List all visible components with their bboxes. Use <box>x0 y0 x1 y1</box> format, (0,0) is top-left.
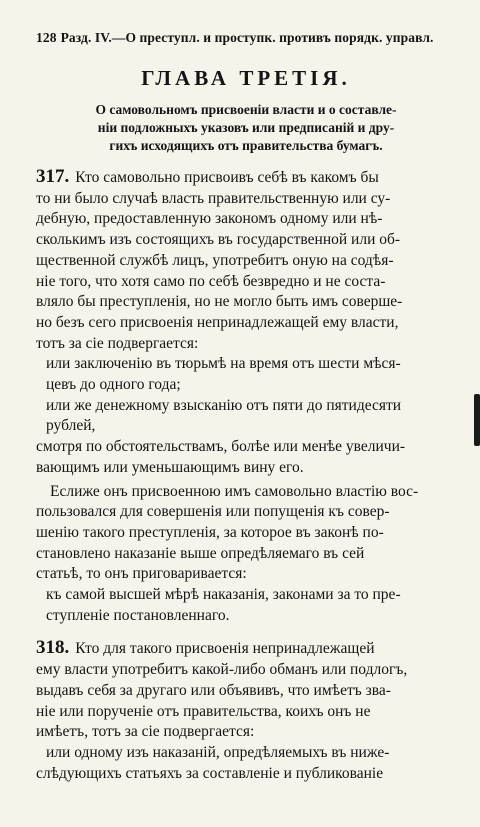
subtitle-line: ніи подложныхъ указовъ или предписаній и дру- <box>97 120 395 135</box>
text-line: пользовался для совершенія или попущенія къ совер- <box>36 503 390 521</box>
text-line: вающимъ или уменьшающимъ вину его. <box>36 458 304 476</box>
text-line: къ самой высшей мѣрѣ наказанія, законами за то пре- <box>46 586 401 604</box>
running-head <box>36 30 456 46</box>
text-line: или заключенію въ тюрьмѣ на время отъ шести мѣся- <box>46 355 401 373</box>
text-line: ніе того, что хотя само по себѣ безвредно и не соста- <box>36 272 386 290</box>
text-line: сколькимъ изъ состоящихъ въ государственной или об- <box>36 231 401 249</box>
running-head-text: Разд. IV.—О преступл. и проступк. противъ порядк. управл. <box>60 30 434 45</box>
chapter-subtitle <box>36 101 456 155</box>
text-line: становлено наказаніе выше опредѣляемаго въ сей <box>36 544 365 562</box>
article-number: 318. <box>36 637 70 659</box>
text-line: слѣдующихъ статьяхъ за составленіе и публикованіе <box>36 764 384 782</box>
text-line: Еслиже онъ присвоенною имъ самовольно властію вос- <box>50 482 419 500</box>
text-line: цевъ до одного года; <box>46 376 181 394</box>
text-line: выдавъ себя за другаго или объявивъ, что имѣетъ зва- <box>36 681 391 699</box>
text-line: ему власти употребитъ какой-либо обманъ или подлогъ, <box>36 661 408 679</box>
text-line: или одному изъ наказаній, опредѣляемыхъ въ ниже- <box>46 743 390 761</box>
text-line: имѣетъ, тотъ за сіе подвергается: <box>36 723 255 741</box>
text-line: Кто самовольно присвоивъ себѣ въ какомъ бы <box>75 169 379 186</box>
text-line: шенію такого преступленія, за которое въ законѣ по- <box>36 523 384 541</box>
text-line: но безъ сего присвоенія непринадлежащей ему власти, <box>36 313 399 331</box>
page-number: 128 <box>36 30 57 45</box>
text-line: статьѣ, то онъ приговаривается: <box>36 565 247 583</box>
chapter-title: ГЛАВА ТРЕТІЯ. <box>141 66 351 90</box>
text-line: тотъ за сіе подвергается: <box>36 334 199 352</box>
article-318 <box>36 638 456 784</box>
subtitle-line: гихъ исходящихъ отъ правительства бумагъ. <box>109 138 383 153</box>
text-line: Кто для такого присвоенія непринадлежащей <box>75 640 375 658</box>
article-317 <box>36 167 456 626</box>
text-line: дебную, предоставленную закономъ одному или нѣ- <box>36 210 383 228</box>
text-line: смотря по обстоятельствамъ, болѣе или менѣе увеличи- <box>36 438 406 456</box>
text-line: то ни было случаѣ власть правительственную или су- <box>36 189 391 207</box>
text-line: рублей, <box>46 417 96 435</box>
text-line: вляло бы преступленія, но не могло быть имъ соверше- <box>36 293 403 311</box>
text-line: ніе или порученіе отъ правительства, коихъ онъ не <box>36 702 371 720</box>
subtitle-line: О самовольномъ присвоеніи власти и о составле- <box>95 102 397 117</box>
page-edge-mark <box>474 394 480 446</box>
article-number: 317. <box>36 166 70 187</box>
article-paragraph <box>36 482 456 627</box>
text-line: ступленіе постановленнаго. <box>46 606 230 624</box>
text-line: или же денежному взысканію отъ пяти до пятидесяти <box>46 396 402 414</box>
text-line: щественной службѣ лицъ, употребитъ оную на содѣя- <box>36 251 394 269</box>
